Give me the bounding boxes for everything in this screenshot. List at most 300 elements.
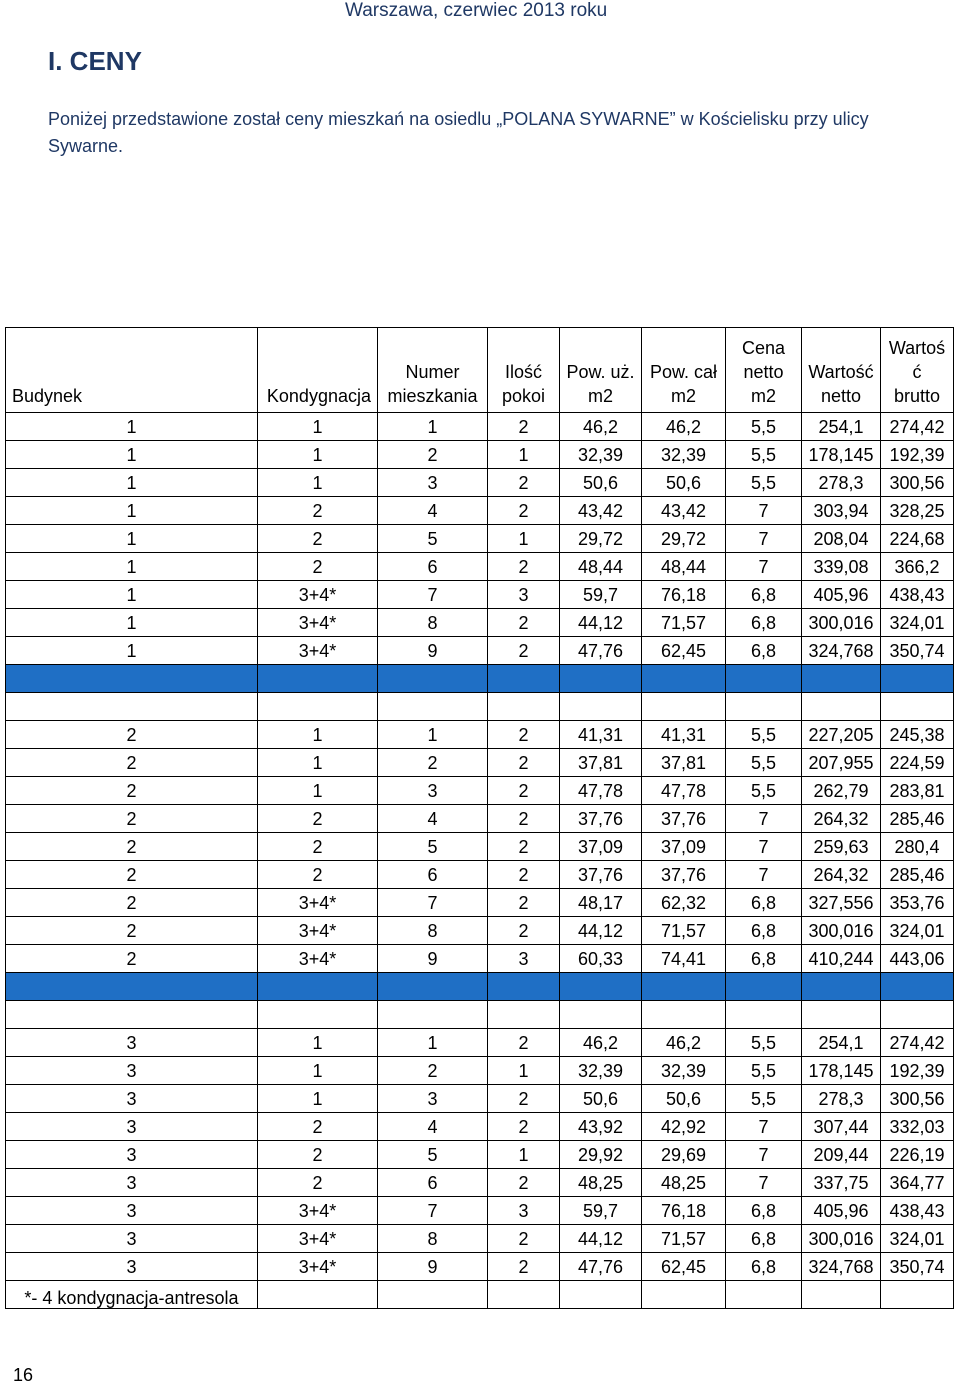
table-cell: 47,76 <box>560 637 642 665</box>
table-cell: 307,44 <box>802 1113 881 1141</box>
spacer-cell <box>258 1001 378 1029</box>
table-cell: 2 <box>378 1057 488 1085</box>
table-cell: 2 <box>258 553 378 581</box>
table-cell: 207,955 <box>802 749 881 777</box>
table-cell: 37,09 <box>642 833 726 861</box>
table-cell: 4 <box>378 497 488 525</box>
table-cell: 8 <box>378 1225 488 1253</box>
separator-cell <box>726 973 802 1001</box>
table-cell: 1 <box>258 469 378 497</box>
table-cell: 2 <box>488 553 560 581</box>
table-cell: 274,42 <box>881 1029 954 1057</box>
table-cell: 7 <box>726 497 802 525</box>
table-cell: 353,76 <box>881 889 954 917</box>
table-cell: 274,42 <box>881 413 954 441</box>
table-cell: 2 <box>488 469 560 497</box>
table-cell: 46,2 <box>560 413 642 441</box>
table-cell: 2 <box>488 637 560 665</box>
empty-cell <box>560 1281 642 1309</box>
table-cell: 2 <box>378 749 488 777</box>
table-cell: 32,39 <box>642 1057 726 1085</box>
table-cell: 5,5 <box>726 749 802 777</box>
table-cell: 3 <box>6 1113 258 1141</box>
spacer-cell <box>802 693 881 721</box>
table-cell: 1 <box>258 413 378 441</box>
header-wartosc-brutto: Wartoś ć brutto <box>881 328 954 413</box>
table-cell: 2 <box>378 441 488 469</box>
table-cell: 6,8 <box>726 917 802 945</box>
table-cell: 3+4* <box>258 581 378 609</box>
empty-cell <box>881 1281 954 1309</box>
table-cell: 9 <box>378 1253 488 1281</box>
table-row <box>6 553 954 581</box>
table-cell: 278,3 <box>802 1085 881 1113</box>
table-cell: 2 <box>258 805 378 833</box>
table-cell: 3 <box>488 945 560 973</box>
table-row <box>6 749 954 777</box>
table-cell: 41,31 <box>560 721 642 749</box>
table-cell: 278,3 <box>802 469 881 497</box>
table-cell: 2 <box>488 1085 560 1113</box>
table-cell: 1 <box>6 609 258 637</box>
table-cell: 3+4* <box>258 889 378 917</box>
table-cell: 6,8 <box>726 581 802 609</box>
separator-cell <box>560 973 642 1001</box>
table-cell: 9 <box>378 637 488 665</box>
table-cell: 46,2 <box>560 1029 642 1057</box>
table-cell: 4 <box>378 1113 488 1141</box>
table-cell: 71,57 <box>642 609 726 637</box>
intro-paragraph: Poniżej przedstawione został ceny mieszkań na osiedlu „POLANA SYWARNE” w Kościelisku przy ulicy Sywarne. <box>48 109 869 156</box>
table-cell: 2 <box>488 1113 560 1141</box>
header-cena-netto: Cena netto m2 <box>726 328 802 413</box>
table-cell: 3 <box>6 1085 258 1113</box>
table-cell: 5,5 <box>726 1029 802 1057</box>
table-cell: 6,8 <box>726 1197 802 1225</box>
table-cell: 2 <box>6 917 258 945</box>
table-row <box>6 1113 954 1141</box>
table-row <box>6 637 954 665</box>
table-cell: 32,39 <box>642 441 726 469</box>
table-cell: 3+4* <box>258 637 378 665</box>
separator-cell <box>258 973 378 1001</box>
separator-cell <box>802 973 881 1001</box>
empty-cell <box>802 1281 881 1309</box>
spacer-row <box>6 1001 954 1029</box>
table-cell: 5,5 <box>726 1057 802 1085</box>
table-cell: 71,57 <box>642 917 726 945</box>
table-row <box>6 1253 954 1281</box>
table-cell: 1 <box>6 497 258 525</box>
table-cell: 5 <box>378 1141 488 1169</box>
table-row <box>6 861 954 889</box>
table-cell: 1 <box>488 525 560 553</box>
table-cell: 405,96 <box>802 1197 881 1225</box>
table-row <box>6 777 954 805</box>
table-cell: 1 <box>488 1141 560 1169</box>
table-cell: 364,77 <box>881 1169 954 1197</box>
table-row <box>6 469 954 497</box>
table-row <box>6 1225 954 1253</box>
spacer-cell <box>560 693 642 721</box>
spacer-cell <box>726 693 802 721</box>
table-cell: 280,4 <box>881 833 954 861</box>
table-cell: 48,17 <box>560 889 642 917</box>
table-cell: 254,1 <box>802 1029 881 1057</box>
table-cell: 46,2 <box>642 413 726 441</box>
table-cell: 438,43 <box>881 1197 954 1225</box>
building-separator-row <box>6 665 954 693</box>
table-cell: 3 <box>6 1141 258 1169</box>
table-cell: 3+4* <box>258 917 378 945</box>
table-cell: 262,79 <box>802 777 881 805</box>
separator-cell <box>881 973 954 1001</box>
table-cell: 41,31 <box>642 721 726 749</box>
empty-cell <box>378 1281 488 1309</box>
spacer-cell <box>726 1001 802 1029</box>
table-cell: 1 <box>6 469 258 497</box>
table-row <box>6 581 954 609</box>
separator-cell <box>488 665 560 693</box>
table-cell: 32,39 <box>560 441 642 469</box>
table-row <box>6 525 954 553</box>
header-kondygnacja: Kondygnacja <box>258 328 378 413</box>
table-cell: 2 <box>488 1225 560 1253</box>
table-cell: 43,42 <box>642 497 726 525</box>
table-row <box>6 889 954 917</box>
header-pow-cal: Pow. cał m2 <box>642 328 726 413</box>
table-cell: 29,72 <box>642 525 726 553</box>
table-cell: 2 <box>488 917 560 945</box>
table-row <box>6 609 954 637</box>
page-number: 16 <box>13 1365 34 1385</box>
table-cell: 7 <box>726 553 802 581</box>
spacer-cell <box>881 693 954 721</box>
table-row <box>6 1029 954 1057</box>
table-cell: 2 <box>488 1253 560 1281</box>
table-cell: 2 <box>488 721 560 749</box>
table-cell: 29,69 <box>642 1141 726 1169</box>
document-place-date: Warszawa, czerwiec 2013 roku <box>345 0 608 21</box>
table-cell: 324,768 <box>802 637 881 665</box>
table-cell: 259,63 <box>802 833 881 861</box>
table-cell: 327,556 <box>802 889 881 917</box>
separator-cell <box>881 665 954 693</box>
separator-cell <box>642 973 726 1001</box>
table-cell: 7 <box>726 525 802 553</box>
table-cell: 29,72 <box>560 525 642 553</box>
table-cell: 37,81 <box>642 749 726 777</box>
table-cell: 405,96 <box>802 581 881 609</box>
footnote-row <box>6 1281 954 1309</box>
table-cell: 350,74 <box>881 637 954 665</box>
table-cell: 71,57 <box>642 1225 726 1253</box>
empty-cell <box>642 1281 726 1309</box>
spacer-cell <box>881 1001 954 1029</box>
separator-cell <box>6 973 258 1001</box>
table-cell: 7 <box>726 833 802 861</box>
table-cell: 5,5 <box>726 413 802 441</box>
section-title: I. CENY <box>48 46 142 76</box>
table-cell: 324,01 <box>881 1225 954 1253</box>
separator-cell <box>642 665 726 693</box>
table-cell: 3 <box>6 1029 258 1057</box>
table-cell: 285,46 <box>881 861 954 889</box>
table-cell: 42,92 <box>642 1113 726 1141</box>
table-cell: 208,04 <box>802 525 881 553</box>
table-cell: 3+4* <box>258 609 378 637</box>
table-cell: 44,12 <box>560 609 642 637</box>
header-pow-uz: Pow. uż. m2 <box>560 328 642 413</box>
table-cell: 6,8 <box>726 637 802 665</box>
spacer-cell <box>488 1001 560 1029</box>
table-cell: 8 <box>378 609 488 637</box>
table-cell: 3+4* <box>258 1225 378 1253</box>
table-cell: 324,01 <box>881 609 954 637</box>
empty-cell <box>258 1281 378 1309</box>
header-ilosc-pokoi: Ilość pokoi <box>488 328 560 413</box>
table-cell: 37,76 <box>560 861 642 889</box>
table-cell: 1 <box>6 553 258 581</box>
separator-cell <box>378 973 488 1001</box>
price-table <box>5 327 954 1309</box>
table-cell: 2 <box>488 497 560 525</box>
separator-cell <box>802 665 881 693</box>
header-numer-mieszkania: Numer mieszkania <box>378 328 488 413</box>
table-cell: 300,016 <box>802 917 881 945</box>
table-cell: 1 <box>6 581 258 609</box>
table-cell: 350,74 <box>881 1253 954 1281</box>
separator-cell <box>378 665 488 693</box>
spacer-cell <box>642 1001 726 1029</box>
table-cell: 3 <box>6 1169 258 1197</box>
spacer-cell <box>6 693 258 721</box>
table-row <box>6 805 954 833</box>
table-cell: 3 <box>6 1253 258 1281</box>
table-cell: 3 <box>488 581 560 609</box>
table-row <box>6 413 954 441</box>
table-cell: 1 <box>258 777 378 805</box>
table-cell: 50,6 <box>642 1085 726 1113</box>
table-cell: 5,5 <box>726 777 802 805</box>
table-cell: 47,78 <box>560 777 642 805</box>
table-cell: 46,2 <box>642 1029 726 1057</box>
spacer-cell <box>560 1001 642 1029</box>
table-cell: 3 <box>488 1197 560 1225</box>
table-cell: 2 <box>6 721 258 749</box>
table-cell: 6 <box>378 861 488 889</box>
table-cell: 48,44 <box>560 553 642 581</box>
table-cell: 7 <box>378 1197 488 1225</box>
table-row <box>6 1197 954 1225</box>
table-cell: 2 <box>488 805 560 833</box>
spacer-cell <box>6 1001 258 1029</box>
table-row <box>6 1141 954 1169</box>
table-cell: 300,56 <box>881 469 954 497</box>
spacer-cell <box>802 1001 881 1029</box>
table-cell: 6,8 <box>726 889 802 917</box>
table-cell: 226,19 <box>881 1141 954 1169</box>
table-cell: 324,768 <box>802 1253 881 1281</box>
table-cell: 2 <box>488 1029 560 1057</box>
table-cell: 3+4* <box>258 945 378 973</box>
table-cell: 443,06 <box>881 945 954 973</box>
spacer-row <box>6 693 954 721</box>
table-cell: 1 <box>6 441 258 469</box>
table-cell: 43,92 <box>560 1113 642 1141</box>
header-budynek: Budynek <box>6 328 258 413</box>
table-cell: 29,92 <box>560 1141 642 1169</box>
table-cell: 3 <box>6 1057 258 1085</box>
table-cell: 5 <box>378 833 488 861</box>
table-cell: 59,7 <box>560 581 642 609</box>
table-cell: 366,2 <box>881 553 954 581</box>
table-cell: 339,08 <box>802 553 881 581</box>
table-cell: 6 <box>378 1169 488 1197</box>
table-cell: 2 <box>258 1169 378 1197</box>
table-cell: 3 <box>6 1225 258 1253</box>
table-cell: 1 <box>258 1029 378 1057</box>
table-cell: 59,7 <box>560 1197 642 1225</box>
table-cell: 2 <box>258 861 378 889</box>
table-cell: 44,12 <box>560 1225 642 1253</box>
table-cell: 2 <box>488 749 560 777</box>
table-cell: 2 <box>6 777 258 805</box>
table-cell: 2 <box>258 833 378 861</box>
table-cell: 337,75 <box>802 1169 881 1197</box>
table-row <box>6 945 954 973</box>
table-cell: 47,78 <box>642 777 726 805</box>
table-cell: 8 <box>378 917 488 945</box>
table-cell: 1 <box>488 1057 560 1085</box>
table-cell: 324,01 <box>881 917 954 945</box>
table-cell: 2 <box>6 805 258 833</box>
table-cell: 9 <box>378 945 488 973</box>
table-row <box>6 1085 954 1113</box>
table-cell: 5 <box>378 525 488 553</box>
table-cell: 300,016 <box>802 1225 881 1253</box>
table-cell: 76,18 <box>642 1197 726 1225</box>
table-cell: 178,145 <box>802 441 881 469</box>
table-cell: 37,81 <box>560 749 642 777</box>
table-cell: 1 <box>378 1029 488 1057</box>
table-cell: 1 <box>258 721 378 749</box>
header-wartosc-netto: Wartość netto <box>802 328 881 413</box>
table-cell: 245,38 <box>881 721 954 749</box>
table-header-row <box>6 328 954 413</box>
table-cell: 44,12 <box>560 917 642 945</box>
table-cell: 328,25 <box>881 497 954 525</box>
table-cell: 1 <box>6 525 258 553</box>
table-cell: 7 <box>726 861 802 889</box>
table-cell: 5,5 <box>726 441 802 469</box>
table-cell: 227,205 <box>802 721 881 749</box>
table-cell: 3 <box>378 777 488 805</box>
table-cell: 74,41 <box>642 945 726 973</box>
table-cell: 4 <box>378 805 488 833</box>
table-row <box>6 721 954 749</box>
table-cell: 37,76 <box>560 805 642 833</box>
table-cell: 62,32 <box>642 889 726 917</box>
table-row <box>6 1169 954 1197</box>
table-cell: 48,25 <box>560 1169 642 1197</box>
table-cell: 37,76 <box>642 805 726 833</box>
table-cell: 6,8 <box>726 945 802 973</box>
table-cell: 48,25 <box>642 1169 726 1197</box>
table-cell: 50,6 <box>560 1085 642 1113</box>
table-cell: 6,8 <box>726 609 802 637</box>
table-cell: 2 <box>488 609 560 637</box>
table-row <box>6 441 954 469</box>
table-cell: 62,45 <box>642 1253 726 1281</box>
table-cell: 5,5 <box>726 1085 802 1113</box>
table-cell: 264,32 <box>802 805 881 833</box>
table-cell: 48,44 <box>642 553 726 581</box>
table-cell: 1 <box>6 637 258 665</box>
building-separator-row <box>6 973 954 1001</box>
table-cell: 2 <box>488 777 560 805</box>
table-cell: 7 <box>726 1113 802 1141</box>
table-cell: 2 <box>6 945 258 973</box>
table-cell: 6,8 <box>726 1225 802 1253</box>
table-cell: 3 <box>378 1085 488 1113</box>
table-cell: 32,39 <box>560 1057 642 1085</box>
table-row <box>6 917 954 945</box>
table-cell: 209,44 <box>802 1141 881 1169</box>
table-cell: 76,18 <box>642 581 726 609</box>
table-cell: 283,81 <box>881 777 954 805</box>
table-cell: 3 <box>6 1197 258 1225</box>
table-cell: 224,68 <box>881 525 954 553</box>
table-cell: 1 <box>6 413 258 441</box>
table-cell: 6 <box>378 553 488 581</box>
table-cell: 285,46 <box>881 805 954 833</box>
table-cell: 2 <box>488 889 560 917</box>
table-cell: 300,016 <box>802 609 881 637</box>
table-cell: 192,39 <box>881 441 954 469</box>
table-cell: 2 <box>488 413 560 441</box>
spacer-cell <box>258 693 378 721</box>
table-cell: 2 <box>6 749 258 777</box>
table-cell: 50,6 <box>560 469 642 497</box>
table-cell: 3+4* <box>258 1197 378 1225</box>
table-cell: 2 <box>488 833 560 861</box>
table-cell: 303,94 <box>802 497 881 525</box>
table-cell: 1 <box>258 1057 378 1085</box>
table-cell: 7 <box>378 889 488 917</box>
table-row <box>6 833 954 861</box>
table-cell: 300,56 <box>881 1085 954 1113</box>
separator-cell <box>258 665 378 693</box>
table-cell: 2 <box>258 1113 378 1141</box>
table-row <box>6 1057 954 1085</box>
table-cell: 2 <box>6 889 258 917</box>
separator-cell <box>6 665 258 693</box>
spacer-cell <box>378 1001 488 1029</box>
table-cell: 6,8 <box>726 1253 802 1281</box>
table-cell: 254,1 <box>802 413 881 441</box>
table-cell: 60,33 <box>560 945 642 973</box>
table-cell: 1 <box>378 721 488 749</box>
table-cell: 192,39 <box>881 1057 954 1085</box>
table-cell: 1 <box>258 749 378 777</box>
table-cell: 50,6 <box>642 469 726 497</box>
spacer-cell <box>642 693 726 721</box>
table-cell: 37,09 <box>560 833 642 861</box>
separator-cell <box>488 973 560 1001</box>
table-cell: 178,145 <box>802 1057 881 1085</box>
table-cell: 5,5 <box>726 721 802 749</box>
